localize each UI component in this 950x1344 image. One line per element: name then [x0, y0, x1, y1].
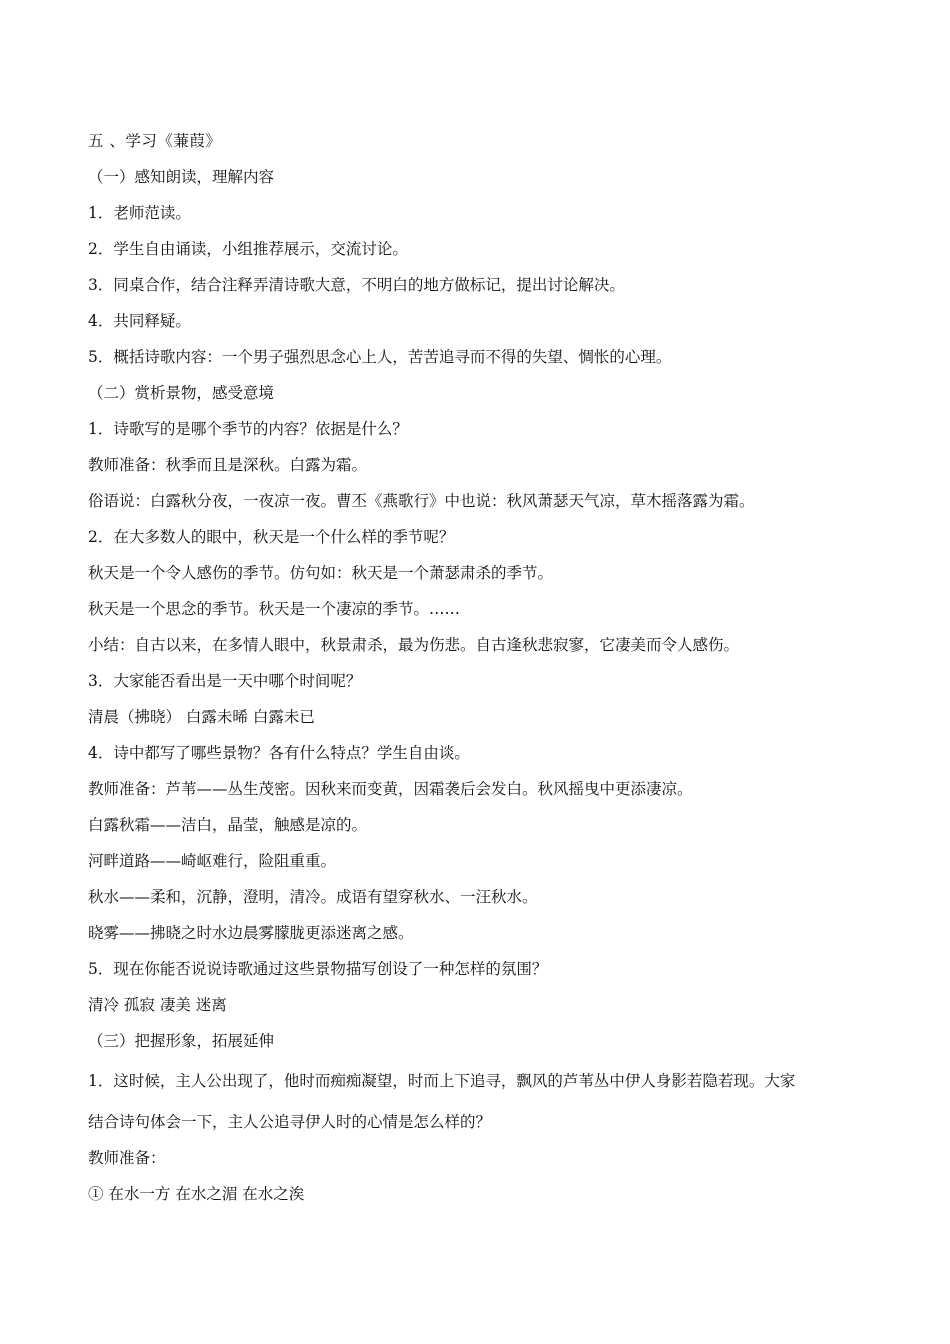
text-line: 教师准备：芦苇——丛生茂密。因秋来而变黄，因霜袭后会发白。秋风摇曳中更添凄凉。	[88, 780, 693, 798]
text-line: 3．同桌合作，结合注释弄清诗歌大意，不明白的地方做标记，提出讨论解决。	[88, 276, 625, 294]
text-line: 秋天是一个令人感伤的季节。仿句如：秋天是一个萧瑟肃杀的季节。	[88, 564, 554, 582]
text-line: 5．现在你能否说说诗歌通过这些景物描写创设了一种怎样的氛围？	[88, 960, 548, 978]
text-line: 4．共同释疑。	[88, 312, 191, 330]
text-line: 小结：自古以来，在多情人眼中，秋景肃杀，最为伤悲。自古逢秋悲寂寥，它凄美而令人感伤。	[88, 636, 740, 654]
text-line: 3．大家能否看出是一天中哪个时间呢？	[88, 672, 362, 690]
text-line: 教师准备：	[88, 1149, 166, 1167]
text-line: 俗语说：白露秋分夜，一夜凉一夜。曹丕《燕歌行》中也说：秋风萧瑟天气凉，草木摇落露为霜。	[88, 492, 755, 510]
text-line: 4．诗中都写了哪些景物？各有什么特点？学生自由谈。	[88, 744, 470, 762]
text-line: 教师准备：秋季而且是深秋。白露为霜。	[88, 456, 368, 474]
text-line: 白露秋霜——洁白，晶莹，触感是凉的。	[88, 816, 368, 834]
section-heading: 五 、学习《蒹葭》	[88, 132, 222, 150]
text-line: 结合诗句体会一下，主人公追寻伊人时的心情是怎么样的？	[88, 1113, 492, 1131]
subsection-heading: （一）感知朗读，理解内容	[88, 168, 275, 186]
text-line: 秋天是一个思念的季节。秋天是一个凄凉的季节。……	[88, 600, 461, 618]
text-line: 河畔道路——崎岖难行，险阻重重。	[88, 852, 337, 870]
text-line: 清晨（拂晓） 白露未晞 白露未已	[88, 708, 315, 726]
document-page	[88, 123, 868, 1212]
text-line: 2．在大多数人的眼中，秋天是一个什么样的季节呢？	[88, 528, 455, 546]
subsection-heading: （三）把握形象，拓展延伸	[88, 1032, 275, 1050]
text-line: 清冷 孤寂 凄美 迷离	[88, 996, 227, 1014]
text-line: 1．诗歌写的是哪个季节的内容？依据是什么？	[88, 420, 408, 438]
subsection-heading: （二）赏析景物，感受意境	[88, 384, 275, 402]
text-line: 秋水——柔和，沉静，澄明，清冷。成语有望穿秋水、一汪秋水。	[88, 888, 538, 906]
text-line: ① 在水一方 在水之湄 在水之涘	[88, 1185, 305, 1203]
text-line: 5．概括诗歌内容：一个男子强烈思念心上人，苦苦追寻而不得的失望、惆怅的心理。	[88, 348, 672, 366]
text-line: 2．学生自由诵读，小组推荐展示，交流讨论。	[88, 240, 408, 258]
text-line: 晓雾——拂晓之时水边晨雾朦胧更添迷离之感。	[88, 924, 414, 942]
text-line: 1．老师范读。	[88, 204, 191, 222]
text-line: 1．这时候，主人公出现了，他时而痴痴凝望，时而上下追寻，飘风的芦苇丛中伊人身影若隐若现。大家	[88, 1072, 796, 1090]
